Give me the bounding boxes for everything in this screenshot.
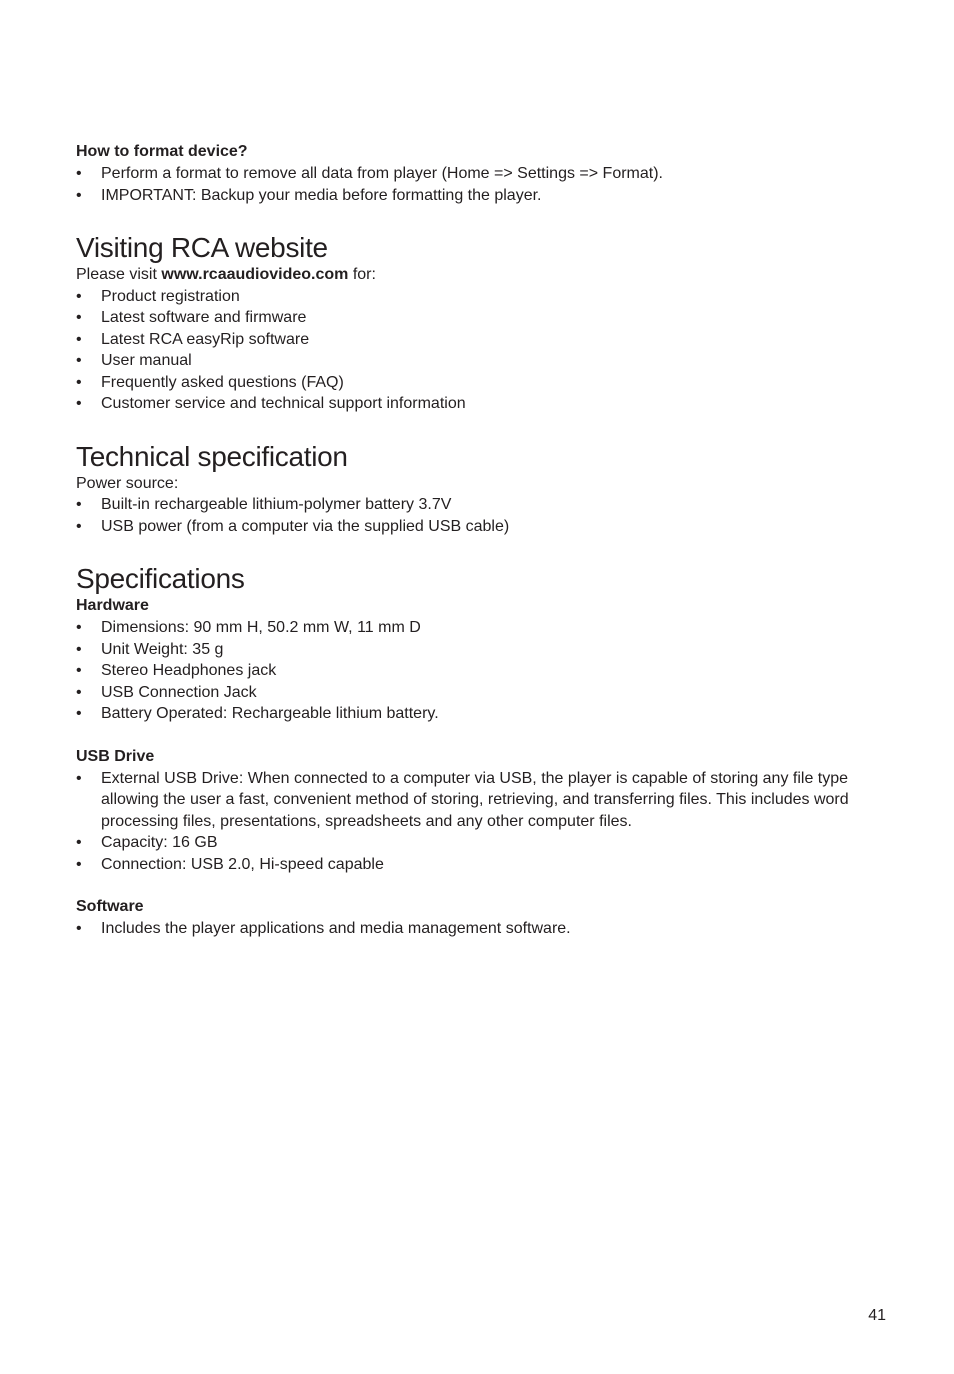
bullet-icon: • — [76, 855, 82, 873]
bullet-icon: • — [76, 769, 82, 787]
bullet-icon: • — [76, 330, 82, 348]
usb-drive-heading: USB Drive — [76, 747, 155, 765]
list-item: • Includes the player applications and media management software. — [76, 918, 896, 940]
bullet-icon: • — [76, 920, 82, 937]
list-item: • Customer service and technical support information — [76, 393, 896, 415]
bullet-icon: • — [76, 834, 82, 851]
hardware-heading: Hardware — [76, 597, 149, 614]
bullet-icon: • — [76, 186, 82, 204]
tech-list — [76, 494, 896, 537]
list-item: • Latest RCA easyRip software — [76, 329, 896, 351]
list-item: • Capacity: 16 GB — [76, 832, 896, 854]
list-item: • User manual — [76, 350, 896, 372]
list-item: • Perform a format to remove all data from player (Home => Settings => Format). — [76, 163, 896, 185]
bullet-icon: • — [76, 662, 82, 679]
format-heading: How to format device? — [76, 143, 248, 160]
bullet-icon: • — [76, 683, 82, 701]
list-item: • External USB Drive: When connected to a computer via USB, the player is capable of storing any file type allowing the user a fast, convenient method of storing, retrieving, and transferring files. This includes word processing files, presentations, spreadsheets and any other computer files. — [76, 769, 849, 830]
bullet-icon: • — [76, 395, 82, 412]
website-link[interactable]: www.rcaaudiovideo.com — [161, 266, 349, 283]
bullet-icon: • — [76, 705, 82, 722]
bullet-icon: • — [76, 619, 82, 636]
tech-intro: Power source: — [76, 474, 179, 492]
bullet-icon: • — [76, 640, 82, 658]
document-page — [76, 141, 896, 940]
bullet-icon: • — [76, 517, 82, 535]
format-list — [76, 163, 896, 206]
hardware-list — [76, 617, 896, 725]
list-item: • Stereo Headphones jack — [76, 660, 896, 682]
page-number: 41 — [868, 1307, 886, 1324]
bullet-icon: • — [76, 496, 82, 513]
list-item: • Unit Weight: 35 g — [76, 639, 896, 661]
list-item: • IMPORTANT: Backup your media before formatting the player. — [76, 185, 896, 207]
bullet-icon: • — [76, 373, 82, 391]
list-item: • Latest software and firmware — [76, 307, 896, 329]
website-list — [76, 286, 896, 415]
usb-drive-list — [76, 768, 896, 876]
website-intro: Please visit www.rcaaudiovideo.com for: — [76, 266, 376, 283]
tech-heading: Technical specification — [76, 440, 348, 472]
website-heading: Visiting RCA website — [76, 232, 328, 263]
bullet-icon: • — [76, 165, 82, 182]
list-item: • Dimensions: 90 mm H, 50.2 mm W, 11 mm D — [76, 617, 896, 639]
list-item: • USB power (from a computer via the supplied USB cable) — [76, 516, 896, 538]
bullet-icon: • — [76, 287, 82, 305]
specs-heading: Specifications — [76, 563, 245, 594]
list-item: • Connection: USB 2.0, Hi-speed capable — [76, 854, 896, 876]
list-item: • Product registration — [76, 286, 896, 308]
list-item: • Battery Operated: Rechargeable lithium battery. — [76, 703, 896, 725]
list-item: • USB Connection Jack — [76, 682, 896, 704]
list-item: • Frequently asked questions (FAQ) — [76, 372, 896, 394]
bullet-icon: • — [76, 352, 82, 369]
software-heading: Software — [76, 898, 144, 915]
bullet-icon: • — [76, 309, 82, 326]
software-list — [76, 918, 896, 940]
list-item: • Built-in rechargeable lithium-polymer battery 3.7V — [76, 494, 896, 516]
